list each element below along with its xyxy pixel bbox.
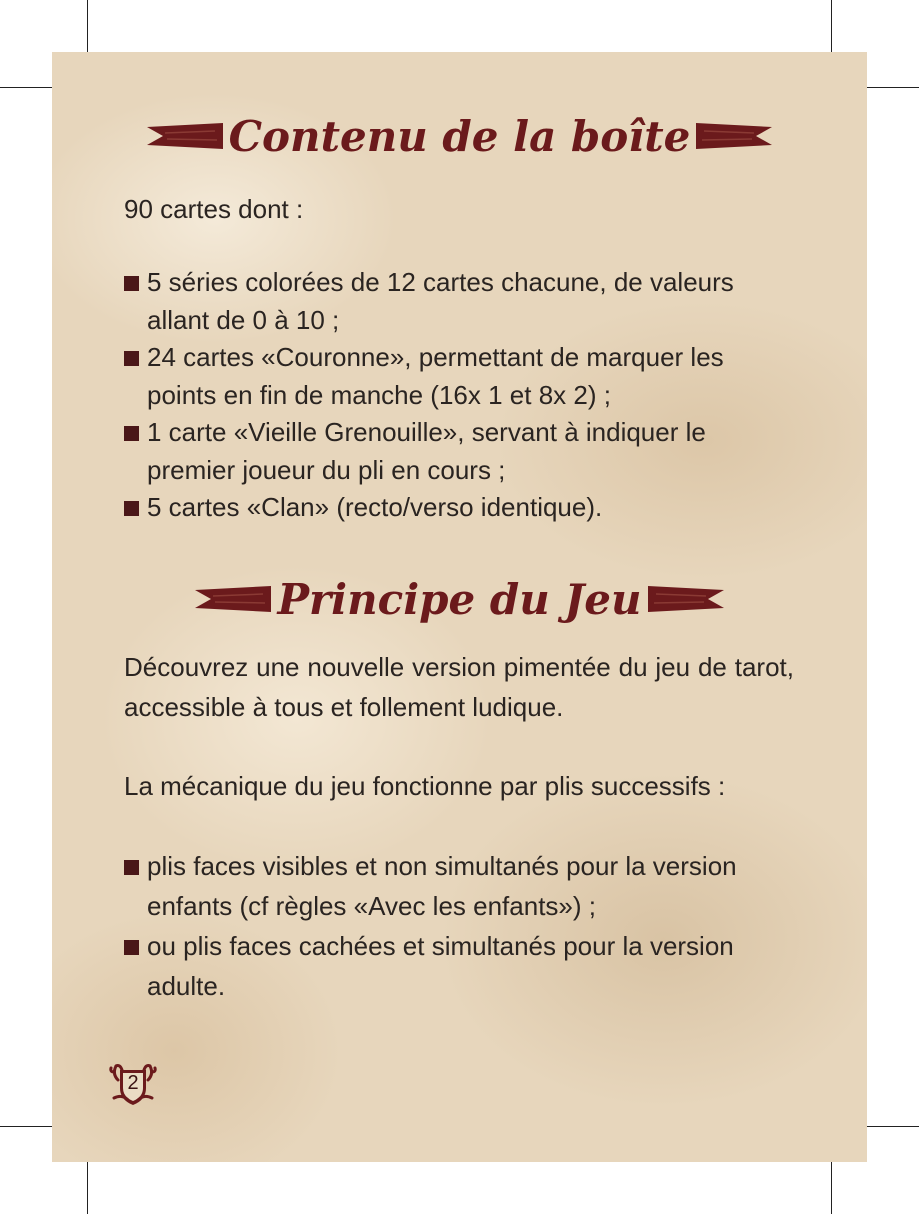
section-title: Principe du Jeu xyxy=(277,574,642,624)
bullet-square-icon xyxy=(124,501,139,516)
bullet-square-icon xyxy=(124,940,139,955)
ribbon-banner-icon xyxy=(145,121,223,151)
list-item: plis faces visibles et non simultanés pour la version enfants (cf règles «Avec les enfants») ; xyxy=(124,846,794,926)
page-number: 2 xyxy=(127,1072,139,1094)
list-item: 1 carte «Vieille Grenouille», servant à indiquer le premier joueur du pli en cours ; xyxy=(124,414,794,489)
section-heading-principle xyxy=(52,570,867,628)
principle-list xyxy=(124,846,794,1006)
bullet-square-icon xyxy=(124,276,139,291)
bullet-square-icon xyxy=(124,426,139,441)
list-item: 24 cartes «Couronne», permettant de marquer les points en fin de manche (16x 1 et 8x 2) ; xyxy=(124,339,794,414)
principle-paragraph: La mécanique du jeu fonctionne par plis successifs : xyxy=(124,771,726,801)
contents-intro: 90 cartes dont : xyxy=(124,194,304,224)
ribbon-banner-icon xyxy=(696,121,774,151)
ribbon-banner-icon xyxy=(648,584,726,614)
list-item: ou plis faces cachées et simultanés pour la version adulte. xyxy=(124,926,794,1006)
bullet-square-icon xyxy=(124,860,139,875)
list-item: 5 séries colorées de 12 cartes chacune, de valeurs allant de 0 à 10 ; xyxy=(124,264,794,339)
contents-list xyxy=(124,264,794,527)
page-number-badge xyxy=(108,1060,158,1108)
principle-paragraph: Découvrez une nouvelle version pimentée du jeu de tarot, accessible à tous et follement ludique. xyxy=(124,652,794,722)
bullet-square-icon xyxy=(124,351,139,366)
ribbon-banner-icon xyxy=(193,584,271,614)
section-title: Contenu de la boîte xyxy=(228,111,691,161)
list-item: 5 cartes «Clan» (recto/verso identique). xyxy=(124,489,794,527)
parchment-page xyxy=(52,52,867,1162)
section-heading-contents xyxy=(52,108,867,164)
